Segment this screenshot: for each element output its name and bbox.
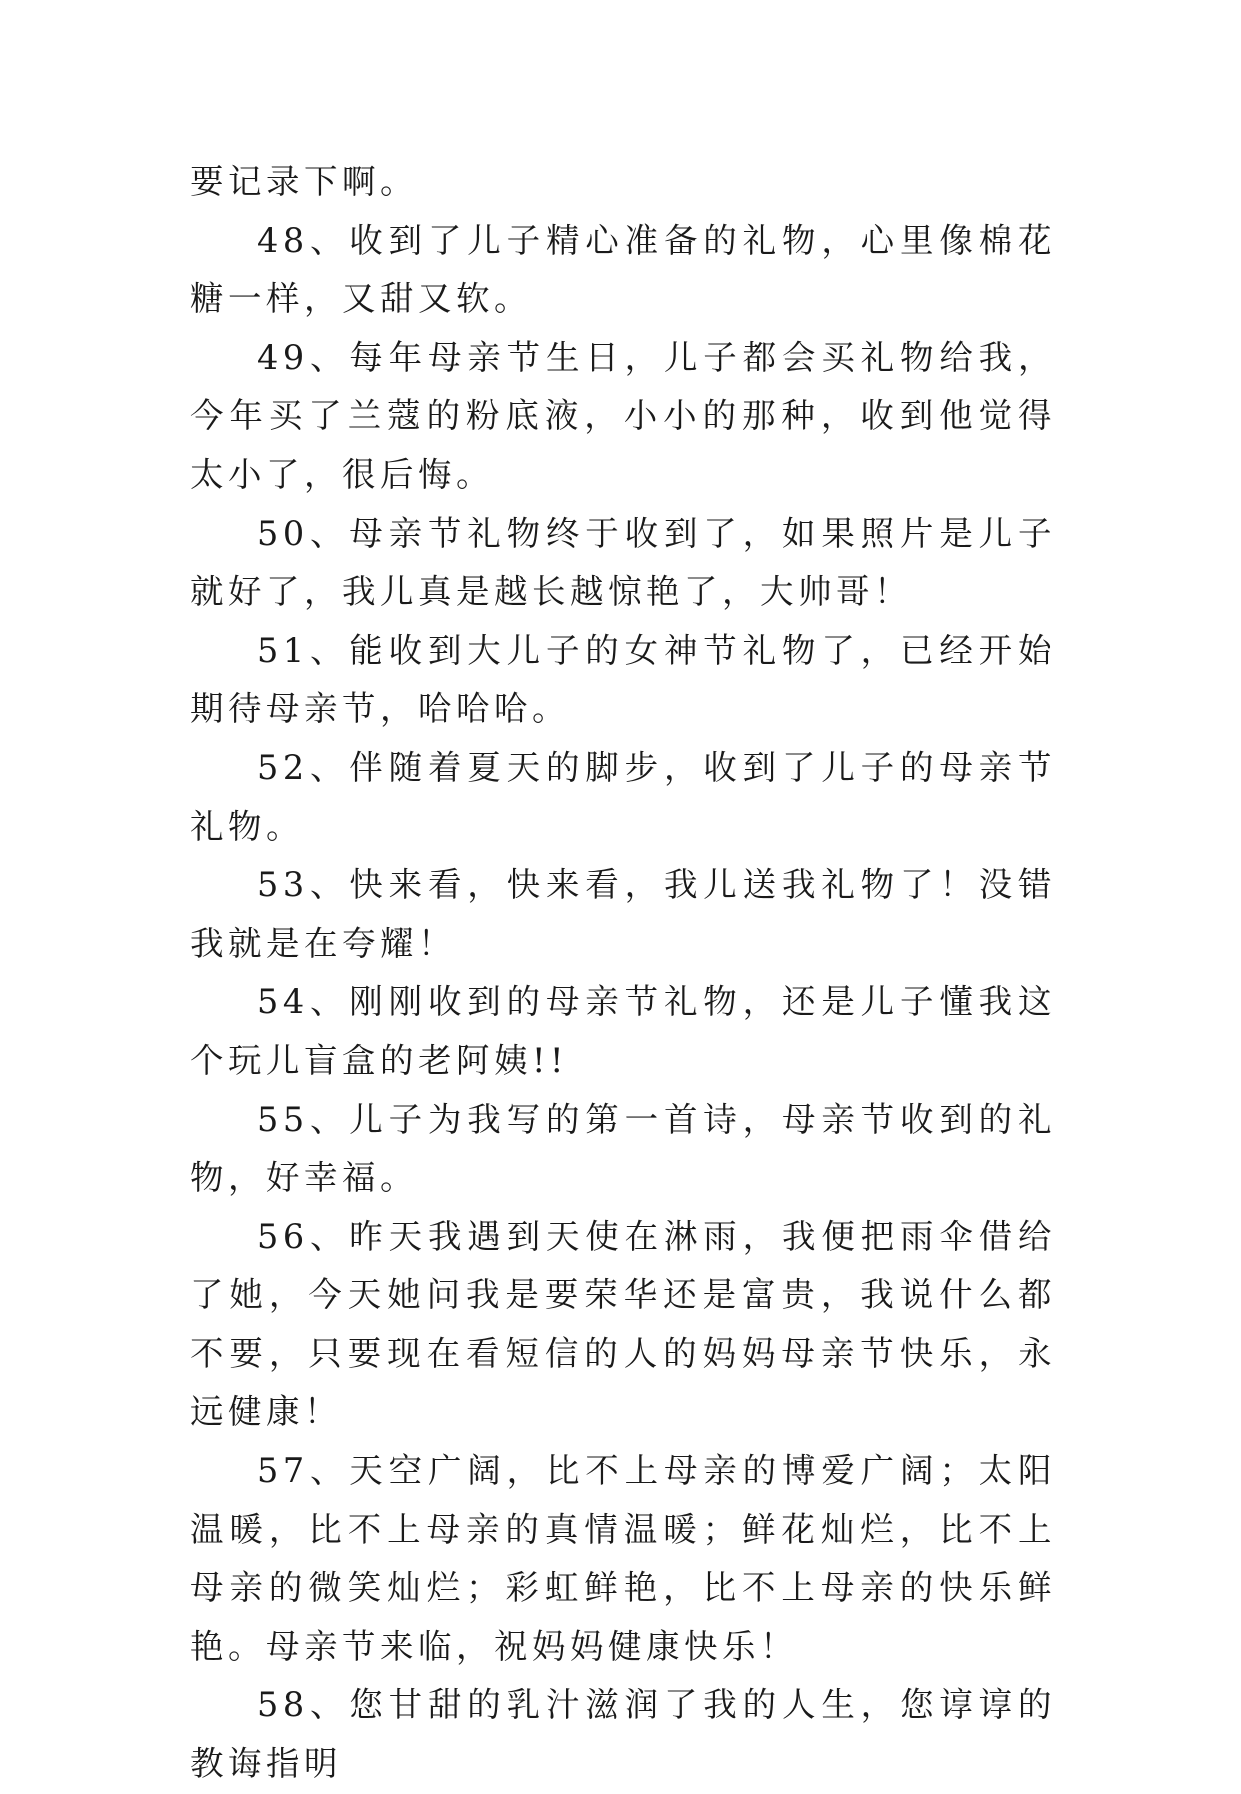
paragraph-58: 58、您甘甜的乳汁滋润了我的人生，您谆谆的教诲指明 bbox=[190, 1685, 1056, 1784]
paragraph-49: 49、每年母亲节生日，儿子都会买礼物给我，今年买了兰蔻的粉底液，小小的那种，收到他觉得太小了，很后悔。 bbox=[190, 337, 1056, 494]
paragraph-56: 56、昨天我遇到天使在淋雨，我便把雨伞借给了她，今天她问我是要荣华还是富贵，我说什么都不要，只要现在看短信的人的妈妈母亲节快乐，永远健康！ bbox=[190, 1216, 1056, 1432]
document-body bbox=[190, 153, 1056, 1794]
paragraph-50: 50、母亲节礼物终于收到了，如果照片是儿子就好了，我儿真是越长越惊艳了，大帅哥！ bbox=[190, 513, 1056, 612]
paragraph-52: 52、伴随着夏天的脚步，收到了儿子的母亲节礼物。 bbox=[190, 747, 1056, 846]
paragraph-51: 51、能收到大儿子的女神节礼物了，已经开始期待母亲节，哈哈哈。 bbox=[190, 630, 1056, 729]
paragraph-53: 53、快来看，快来看，我儿送我礼物了！没错我就是在夸耀！ bbox=[190, 865, 1056, 963]
paragraph-48: 48、收到了儿子精心准备的礼物，心里像棉花糖一样，又甜又软。 bbox=[190, 220, 1056, 319]
paragraph-54: 54、刚刚收到的母亲节礼物，还是儿子懂我这个玩儿盲盒的老阿姨!! bbox=[190, 982, 1056, 1080]
paragraph-55: 55、儿子为我写的第一首诗，母亲节收到的礼物，好幸福。 bbox=[190, 1099, 1056, 1198]
paragraph-57: 57、天空广阔，比不上母亲的博爱广阔；太阳温暖，比不上母亲的真情温暖；鲜花灿烂，比不上母亲的微笑灿烂；彩虹鲜艳，比不上母亲的快乐鲜艳。母亲节来临，祝妈妈健康快乐！ bbox=[190, 1451, 1056, 1666]
paragraph-continued: 要记录下啊。 bbox=[190, 162, 418, 201]
